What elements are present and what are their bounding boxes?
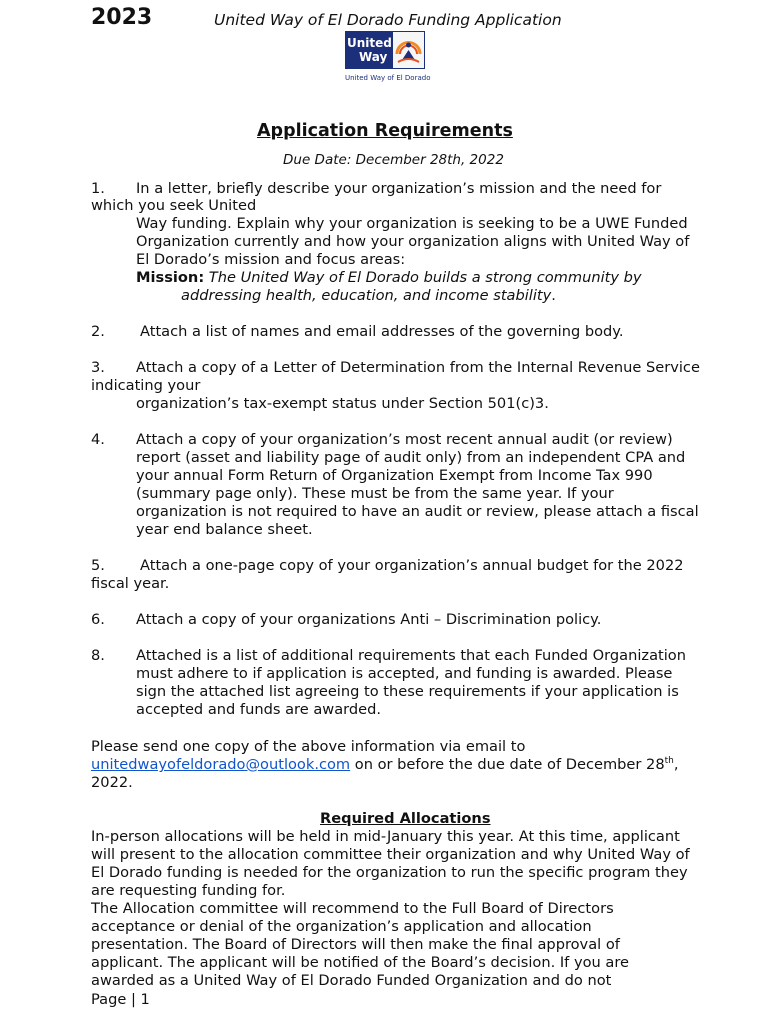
page-title: Application Requirements: [257, 121, 513, 141]
item-text: your annual Form Return of Organization Exempt from Income Tax 990: [136, 467, 653, 484]
item-number: 2.: [91, 323, 105, 340]
mission-end: .: [551, 287, 556, 304]
item-text: Attach a copy of your organizations Anti – Discrimination policy.: [136, 611, 602, 628]
allocations-text: will present to the allocation committee their organization and why United Way of: [91, 846, 690, 863]
item-text: fiscal year.: [91, 575, 170, 592]
item-text: must adhere to if application is accepted, and funding is awarded. Please: [136, 665, 673, 682]
item-text: accepted and funds are awarded.: [136, 701, 382, 718]
send-sup: th: [664, 756, 674, 767]
mission-line-2: [181, 287, 556, 305]
united-way-logo: [345, 31, 431, 83]
email-link[interactable]: unitedwayofeldorado@outlook.com: [91, 756, 351, 773]
item-text: In a letter, briefly describe your organization’s mission and the need for: [136, 180, 662, 197]
item-number: 1.: [91, 180, 105, 197]
mission-label: Mission:: [136, 269, 205, 286]
item-text: Attach a copy of your organization’s most recent annual audit (or review): [136, 431, 673, 448]
item-text: organization is not required to have an audit or review, please attach a fiscal: [136, 503, 699, 520]
logo-caption: United Way of El Dorado: [345, 74, 431, 82]
mission-line: [136, 269, 642, 287]
allocations-text: applicant. The applicant will be notified of the Board’s decision. If you are: [91, 954, 630, 971]
due-date: Due Date: December 28th, 2022: [283, 152, 504, 168]
item-text: year end balance sheet.: [136, 521, 313, 538]
section-heading: Required Allocations: [320, 810, 491, 827]
header-year: 2023: [91, 5, 153, 30]
allocations-text: The Allocation committee will recommend to the Full Board of Directors: [91, 900, 614, 917]
item-number: 3.: [91, 359, 105, 376]
item-number: 4.: [91, 431, 105, 448]
logo-line-2: Way: [359, 50, 388, 64]
item-text: Organization currently and how your organization aligns with United Way of: [136, 233, 690, 250]
item-text: El Dorado’s mission and focus areas:: [136, 251, 406, 268]
item-number: 5.: [91, 557, 105, 574]
allocations-text: presentation. The Board of Directors will then make the final approval of: [91, 936, 620, 953]
item-text: Attach a list of names and email addresses of the governing body.: [140, 323, 624, 340]
item-text: indicating your: [91, 377, 201, 394]
send-instructions: Please send one copy of the above information via email to: [91, 738, 526, 755]
item-text: Attach a one-page copy of your organization’s annual budget for the 2022: [140, 557, 684, 574]
item-number: 6.: [91, 611, 105, 628]
allocations-text: In-person allocations will be held in mid-January this year. At this time, applicant: [91, 828, 680, 845]
item-text: organization’s tax-exempt status under Section 501(c)3.: [136, 395, 549, 412]
send-instructions-line-2: [91, 756, 679, 774]
item-text: sign the attached list agreeing to these requirements if your application is: [136, 683, 679, 700]
allocations-text: awarded as a United Way of El Dorado Funded Organization and do not: [91, 972, 612, 989]
send-end: ,: [673, 756, 679, 773]
united-way-hand-icon: [392, 31, 425, 69]
allocations-text: El Dorado funding is needed for the organization to run the specific program they: [91, 864, 688, 881]
item-number: 8.: [91, 647, 105, 664]
mission-text: The United Way of El Dorado builds a strong community by: [208, 269, 642, 286]
send-text: on or before the due date of December 28: [350, 756, 665, 773]
mission-text: addressing health, education, and income stability: [181, 287, 552, 304]
page-number: Page | 1: [91, 991, 150, 1008]
send-instructions-line-3: 2022.: [91, 774, 133, 791]
item-text: (summary page only). These must be from the same year. If your: [136, 485, 614, 502]
item-text: Attach a copy of a Letter of Determination from the Internal Revenue Service: [136, 359, 700, 376]
item-text: which you seek United: [91, 197, 257, 214]
allocations-text: acceptance or denial of the organization’s application and allocation: [91, 918, 592, 935]
allocations-text: are requesting funding for.: [91, 882, 286, 899]
item-text: Way funding. Explain why your organization is seeking to be a UWE Funded: [136, 215, 688, 232]
header-title: United Way of El Dorado Funding Application: [214, 11, 562, 29]
logo-line-1: United: [347, 36, 392, 50]
item-text: report (asset and liability page of audit only) from an independent CPA and: [136, 449, 686, 466]
item-text: Attached is a list of additional requirements that each Funded Organization: [136, 647, 686, 664]
